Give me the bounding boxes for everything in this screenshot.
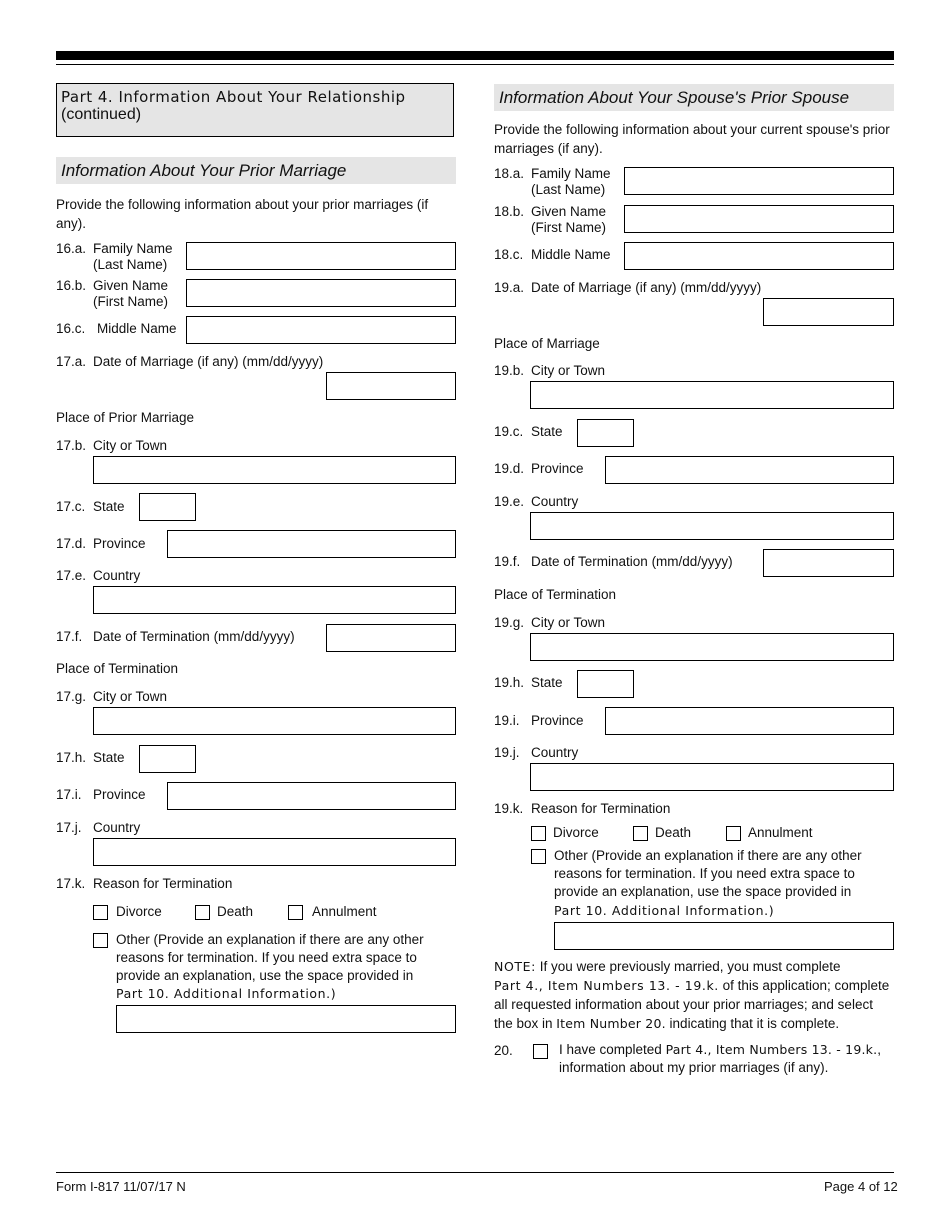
label-19j: Country bbox=[531, 745, 579, 760]
label-18a-line2: (Last Name) bbox=[531, 182, 606, 197]
item-number-16b: 16.b. bbox=[56, 278, 87, 293]
footer-rule bbox=[56, 1172, 894, 1173]
annulment-label-19k: Annulment bbox=[748, 825, 813, 840]
province-19i-input[interactable] bbox=[605, 707, 894, 735]
note-line4-c: indicating that it is complete. bbox=[665, 1016, 840, 1031]
item-number-17f: 17.f. bbox=[56, 629, 83, 644]
divorce-checkbox-19k[interactable] bbox=[531, 826, 546, 841]
section-prior-marriage: Information About Your Prior Marriage bbox=[56, 157, 456, 184]
other-text-19k-line2: reasons for termination. If you need extra space to bbox=[554, 866, 855, 881]
label-19f: Date of Termination (mm/dd/yyyy) bbox=[531, 554, 733, 569]
other-explanation-19k-input[interactable] bbox=[554, 922, 894, 950]
note-line4 bbox=[494, 1016, 894, 1031]
note-label: NOTE: bbox=[494, 959, 536, 974]
item-number-17c: 17.c. bbox=[56, 499, 86, 514]
label-17b: City or Town bbox=[93, 438, 168, 453]
item-number-17g: 17.g. bbox=[56, 689, 87, 704]
city-17b-input[interactable] bbox=[93, 456, 456, 484]
death-label-19k: Death bbox=[655, 825, 692, 840]
other-text-17k-line4: Part 10. Additional Information.) bbox=[116, 986, 337, 1001]
item-number-17k: 17.k. bbox=[56, 876, 86, 891]
label-16a-line1: Family Name bbox=[93, 241, 173, 256]
city-19g-input[interactable] bbox=[530, 633, 894, 661]
label-19a: Date of Marriage (if any) (mm/dd/yyyy) bbox=[531, 280, 762, 295]
other-explanation-17k-input[interactable] bbox=[116, 1005, 456, 1033]
divorce-label-19k: Divorce bbox=[553, 825, 599, 840]
item-number-19c: 19.c. bbox=[494, 424, 524, 439]
other-text-17k-line3: provide an explanation, use the space provided in bbox=[116, 968, 414, 983]
item-number-17a: 17.a. bbox=[56, 354, 87, 369]
label-16c: Middle Name bbox=[97, 321, 177, 336]
label-16b-line1: Given Name bbox=[93, 278, 169, 293]
completed-checkbox-20[interactable] bbox=[533, 1044, 548, 1059]
item20-line2: information about my prior marriages (if any). bbox=[559, 1060, 829, 1075]
section-spouse-prior-spouse: Information About Your Spouse's Prior Spouse bbox=[494, 84, 894, 111]
item-number-19e: 19.e. bbox=[494, 494, 525, 509]
label-17a: Date of Marriage (if any) (mm/dd/yyyy) bbox=[93, 354, 324, 369]
given-name-16b-input[interactable] bbox=[186, 279, 456, 307]
label-17i: Province bbox=[93, 787, 146, 802]
item-number-19f: 19.f. bbox=[494, 554, 521, 569]
item-number-16a: 16.a. bbox=[56, 241, 87, 256]
label-17f: Date of Termination (mm/dd/yyyy) bbox=[93, 629, 295, 644]
label-16b-line2: (First Name) bbox=[93, 294, 168, 309]
other-checkbox-19k[interactable] bbox=[531, 849, 546, 864]
date-of-termination-17f-input[interactable] bbox=[326, 624, 456, 652]
page-number: Page 4 of 12 bbox=[824, 1179, 898, 1194]
item-number-17b: 17.b. bbox=[56, 438, 87, 453]
part-continued: (continued) bbox=[61, 106, 142, 123]
state-17c-input[interactable] bbox=[139, 493, 196, 521]
state-19c-input[interactable] bbox=[577, 419, 634, 447]
other-text-19k-line1: Other (Provide an explanation if there are any other bbox=[554, 848, 862, 863]
label-19h: State bbox=[531, 675, 563, 690]
label-19e: Country bbox=[531, 494, 579, 509]
other-text-19k-line3: provide an explanation, use the space provided in bbox=[554, 884, 852, 899]
death-checkbox-19k[interactable] bbox=[633, 826, 648, 841]
divorce-checkbox-17k[interactable] bbox=[93, 905, 108, 920]
note-line4-a: the box in bbox=[494, 1016, 557, 1031]
item-number-17i: 17.i. bbox=[56, 787, 82, 802]
part-title: Part 4. Information About Your Relationship bbox=[61, 88, 406, 106]
state-19h-input[interactable] bbox=[577, 670, 634, 698]
label-19c: State bbox=[531, 424, 563, 439]
label-17g: City or Town bbox=[93, 689, 168, 704]
other-text-17k-line1: Other (Provide an explanation if there are any other bbox=[116, 932, 424, 947]
country-19e-input[interactable] bbox=[530, 512, 894, 540]
other-text-17k-line2: reasons for termination. If you need extra space to bbox=[116, 950, 417, 965]
note-line2 bbox=[494, 978, 894, 993]
province-19d-input[interactable] bbox=[605, 456, 894, 484]
state-17h-input[interactable] bbox=[139, 745, 196, 773]
note-line2-text: of this application; complete bbox=[718, 978, 890, 993]
item-number-19d: 19.d. bbox=[494, 461, 525, 476]
item20-line1-c: , bbox=[877, 1042, 882, 1057]
label-17j: Country bbox=[93, 820, 141, 835]
label-16a-line2: (Last Name) bbox=[93, 257, 168, 272]
item-number-18a: 18.a. bbox=[494, 166, 525, 181]
item-number-19b: 19.b. bbox=[494, 363, 525, 378]
item-number-19a: 19.a. bbox=[494, 280, 525, 295]
label-17e: Country bbox=[93, 568, 141, 583]
city-19b-input[interactable] bbox=[530, 381, 894, 409]
item-number-20: 20. bbox=[494, 1043, 513, 1058]
annulment-checkbox-19k[interactable] bbox=[726, 826, 741, 841]
label-19d: Province bbox=[531, 461, 584, 476]
place-of-termination-label-right: Place of Termination bbox=[494, 587, 617, 602]
place-of-prior-marriage-label: Place of Prior Marriage bbox=[56, 410, 195, 425]
label-19b: City or Town bbox=[531, 363, 606, 378]
given-name-18b-input[interactable] bbox=[624, 205, 894, 233]
family-name-16a-input[interactable] bbox=[186, 242, 456, 270]
item-number-16c: 16.c. bbox=[56, 321, 86, 336]
item20-line1-ref: Part 4., Item Numbers 13. - 19.k. bbox=[665, 1042, 878, 1057]
other-text-19k-line4: Part 10. Additional Information.) bbox=[554, 903, 775, 918]
middle-name-18c-input[interactable] bbox=[624, 242, 894, 270]
annulment-label-17k: Annulment bbox=[312, 904, 377, 919]
family-name-18a-input[interactable] bbox=[624, 167, 894, 195]
divorce-label-17k: Divorce bbox=[116, 904, 162, 919]
country-19j-input[interactable] bbox=[530, 763, 894, 791]
city-17g-input[interactable] bbox=[93, 707, 456, 735]
province-17d-input[interactable] bbox=[167, 530, 456, 558]
middle-name-16c-input[interactable] bbox=[186, 316, 456, 344]
label-19i: Province bbox=[531, 713, 584, 728]
date-of-termination-19f-input[interactable] bbox=[763, 549, 894, 577]
prior-marriage-intro: Provide the following information about your prior marriages (if any). bbox=[56, 197, 429, 231]
label-17d: Province bbox=[93, 536, 146, 551]
form-id: Form I-817 11/07/17 N bbox=[56, 1179, 186, 1194]
item20-line1-a: I have completed bbox=[559, 1042, 666, 1057]
label-18a-line1: Family Name bbox=[531, 166, 611, 181]
death-checkbox-17k[interactable] bbox=[195, 905, 210, 920]
item-number-17d: 17.d. bbox=[56, 536, 87, 551]
date-of-marriage-17a-input[interactable] bbox=[326, 372, 456, 400]
annulment-checkbox-17k[interactable] bbox=[288, 905, 303, 920]
top-rule-thin bbox=[56, 64, 894, 65]
item-number-19j: 19.j. bbox=[494, 745, 520, 760]
note-line3: all requested information about your prior marriages; and select bbox=[494, 997, 873, 1012]
country-17e-input[interactable] bbox=[93, 586, 456, 614]
item-number-19k: 19.k. bbox=[494, 801, 524, 816]
item-number-19i: 19.i. bbox=[494, 713, 520, 728]
note-line1-text: If you were previously married, you must complete bbox=[535, 959, 841, 974]
note-line1 bbox=[494, 959, 894, 974]
place-of-marriage-label: Place of Marriage bbox=[494, 336, 600, 351]
spouse-prior-intro: Provide the following information about your current spouse's prior marriages (if any). bbox=[494, 122, 890, 156]
label-17h: State bbox=[93, 750, 125, 765]
item-number-18c: 18.c. bbox=[494, 247, 524, 262]
date-of-marriage-19a-input[interactable] bbox=[763, 298, 894, 326]
other-checkbox-17k[interactable] bbox=[93, 933, 108, 948]
label-19k: Reason for Termination bbox=[531, 801, 671, 816]
country-17j-input[interactable] bbox=[93, 838, 456, 866]
item-number-19g: 19.g. bbox=[494, 615, 525, 630]
place-of-termination-label: Place of Termination bbox=[56, 661, 179, 676]
item-number-17e: 17.e. bbox=[56, 568, 87, 583]
item-number-17h: 17.h. bbox=[56, 750, 87, 765]
item-number-19h: 19.h. bbox=[494, 675, 525, 690]
item20-line1 bbox=[559, 1042, 899, 1057]
note-line2-ref: Part 4., Item Numbers 13. - 19.k. bbox=[494, 978, 719, 993]
note-line4-ref: Item Number 20. bbox=[556, 1016, 666, 1031]
label-18b-line2: (First Name) bbox=[531, 220, 606, 235]
label-17k: Reason for Termination bbox=[93, 876, 233, 891]
province-17i-input[interactable] bbox=[167, 782, 456, 810]
item-number-18b: 18.b. bbox=[494, 204, 525, 219]
death-label-17k: Death bbox=[217, 904, 254, 919]
label-18b-line1: Given Name bbox=[531, 204, 607, 219]
part-header bbox=[56, 83, 454, 137]
item-number-17j: 17.j. bbox=[56, 820, 82, 835]
top-rule-thick bbox=[56, 51, 894, 60]
label-18c: Middle Name bbox=[531, 247, 611, 262]
label-17c: State bbox=[93, 499, 125, 514]
label-19g: City or Town bbox=[531, 615, 606, 630]
